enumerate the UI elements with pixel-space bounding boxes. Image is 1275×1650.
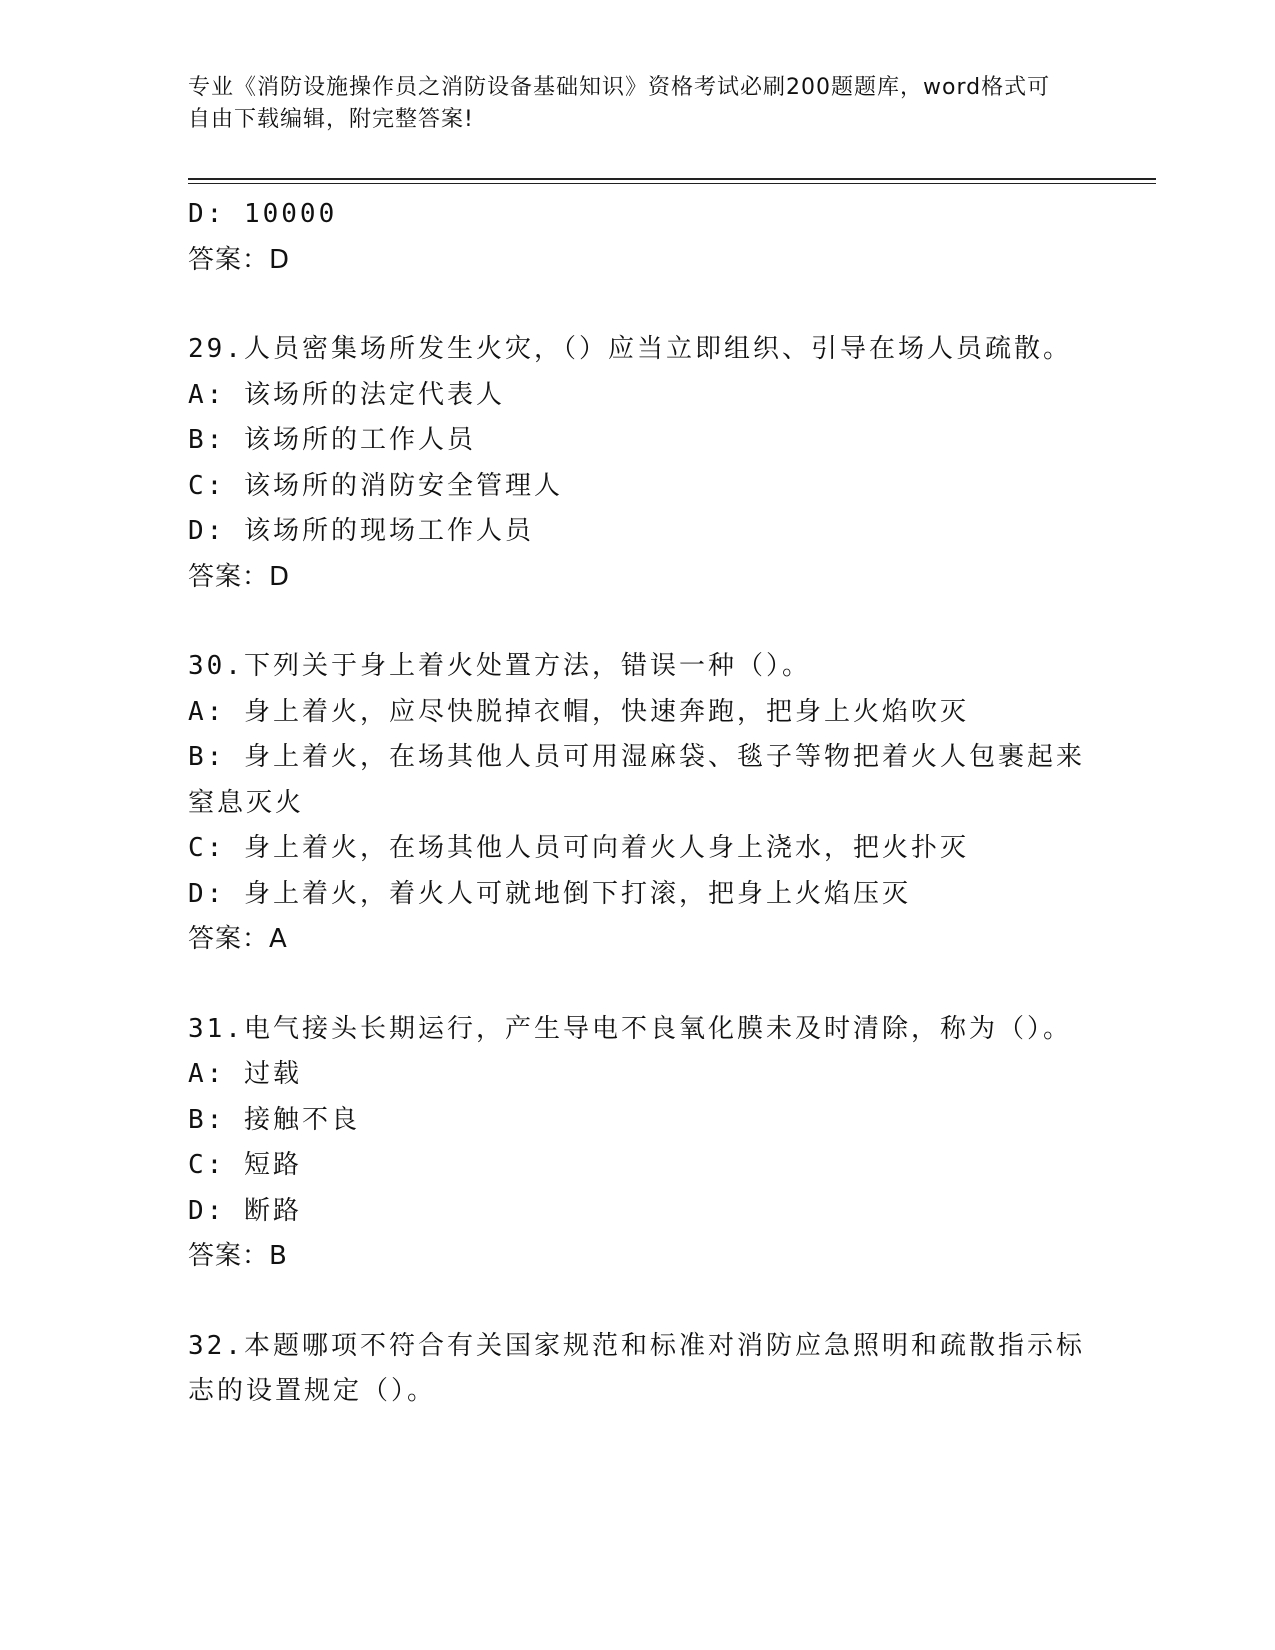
question-28-answer: 答案：D: [188, 244, 291, 275]
question-31: [188, 1007, 1088, 1280]
option-c: C: 该场所的消防安全管理人: [188, 470, 563, 501]
question-spacer: [188, 963, 1088, 1007]
answer-line: 答案：B: [188, 1241, 288, 1271]
question-32: [188, 1324, 1088, 1415]
option-a: A: 身上着火，应尽快脱掉衣帽，快速奔跑，把身上火焰吹灭: [188, 696, 969, 727]
question-stem: 29.人员密集场所发生火灾，（）应当立即组织、引导在场人员疏散。: [188, 334, 1072, 364]
header-divider: [188, 178, 1156, 184]
option-d: D: 该场所的现场工作人员: [188, 516, 534, 546]
option-b: B: 接触不良: [188, 1104, 360, 1135]
question-spacer: [188, 1280, 1088, 1324]
question-stem: 31.电气接头长期运行，产生导电不良氧化膜未及时清除，称为（）。: [188, 1013, 1072, 1044]
answer-line: 答案：A: [188, 924, 288, 954]
question-spacer: [188, 600, 1088, 644]
question-29: [188, 327, 1088, 600]
option-c: C: 身上着火，在场其他人员可向着火人身上浇水，把火扑灭: [188, 833, 969, 863]
question-30: [188, 644, 1088, 963]
option-b: B: 身上着火，在场其他人员可用湿麻袋、毯子等物把着火人包裹起来窒息灭火: [188, 742, 1085, 818]
option-c: C: 短路: [188, 1150, 302, 1180]
document-body: [188, 192, 1088, 1415]
option-b: B: 该场所的工作人员: [188, 425, 476, 455]
option-d: D: 身上着火，着火人可就地倒下打滚，把身上火焰压灭: [188, 878, 911, 909]
option-a: A: 该场所的法定代表人: [188, 379, 505, 410]
question-28-option-d: D: 10000: [188, 199, 338, 229]
option-a: A: 过载: [188, 1059, 302, 1089]
question-stem: 30.下列关于身上着火处置方法，错误一种（）。: [188, 651, 811, 681]
answer-line: 答案：D: [188, 561, 291, 592]
question-spacer: [188, 283, 1088, 327]
option-d: D: 断路: [188, 1195, 302, 1226]
question-stem: 32.本题哪项不符合有关国家规范和标准对消防应急照明和疏散指示标志的设置规定（）。: [188, 1330, 1085, 1406]
page-header: 专业《消防设施操作员之消防设备基础知识》资格考试必刷200题题库，word格式可自由下载编辑，附完整答案!: [188, 75, 1051, 132]
